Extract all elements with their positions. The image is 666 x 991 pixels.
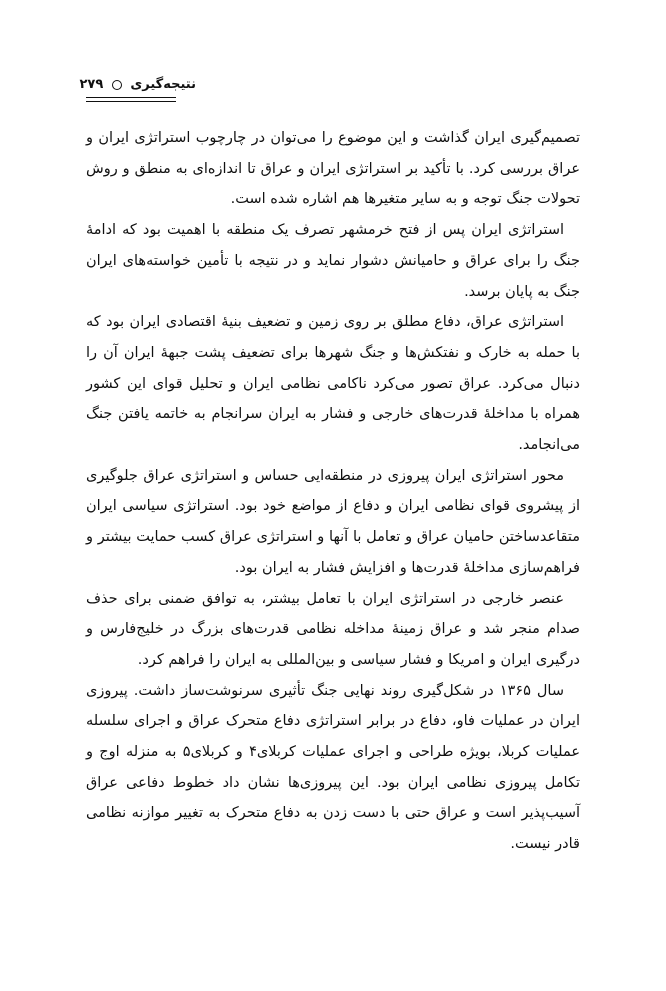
page-number: ۲۷۹ [79,77,104,92]
paragraph: استراتژی ایران پس از فتح خرمشهر تصرف یک منطقه با اهمیت بود که ادامهٔ جنگ را برای عراق و حامیانش دشوار نماید و در نتیجه با تأمین خواسته‌های ایران جنگ به پایان برسد. [86,222,580,300]
header-rule [86,101,176,102]
paragraph: سال ۱۳۶۵ در شکل‌گیری روند نهایی جنگ تأثیری سرنوشت‌ساز داشت. پیروزی ایران در عملیات فاو، دفاع در برابر استراتژی دفاع متحرک عراق و اجرای سلسله عملیات کربلا، بویژه طراحی و اجرای عملیات کربلای۴ و کربلای۵ به منزله اوج و تکامل پیروزی نظامی ایران بود. این پیروزی‌ها نشان داد خطوط دفاعی عراق آسیب‌پذیر است و عراق حتی با دست زدن به دفاع متحرک به تغییر موازنه نظامی قادر نیست. [86,682,580,853]
paragraph: محور استراتژی ایران پیروزی در منطقه‌ایی حساس و استراتژی عراق جلوگیری از پیشروی قوای نظامی ایران و دفاع از مواضع خود بود. استراتژی سیاسی ایران متقاعدساختن حامیان عراق و تعامل با آنها و استراتژی عراق کسب حمایت بیشتر و فراهم‌سازی مداخلهٔ قدرت‌ها و افزایش فشار به ایران بود. [86,467,580,576]
paragraph: تصمیم‌گیری ایران گذاشت و این موضوع را می‌توان در چارچوب استراتژی ایران و عراق بررسی کرد. با تأکید بر استراتژی ایران و عراق تا اندازه‌ای به منطق و روش تحولات جنگ توجه و به سایر متغیرها هم اشاره شده است. [86,130,580,208]
paragraph: استراتژی عراق، دفاع مطلق بر روی زمین و تضعیف بنیهٔ اقتصادی ایران بود که با حمله به خارک و نفتکش‌ها و جنگ شهرها برای تضعیف پشت جبههٔ ایران آن را دنبال می‌کرد. عراق تصور می‌کرد ناکامی نظامی ایران و تحلیل قوای این کشور همراه با مداخلهٔ قدرت‌های خارجی و فشار به ایران سرانجام به خاتمه یافتن جنگ می‌انجامد. [86,314,580,454]
circle-ornament-icon [112,80,122,90]
running-header [79,76,196,94]
header-rule [86,97,176,98]
paragraph: عنصر خارجی در استراتژی ایران با تعامل بیشتر، به توافق ضمنی برای حذف صدام منجر شد و عراق زمینهٔ مداخله نظامی قدرت‌های بزرگ در خلیج‌فارس و درگیری ایران و امریکا و فشار سیاسی و بین‌المللی به ایران را فراهم کرد. [86,590,580,668]
chapter-title: نتیجه‌گیری [130,77,196,92]
body-text [86,123,580,860]
